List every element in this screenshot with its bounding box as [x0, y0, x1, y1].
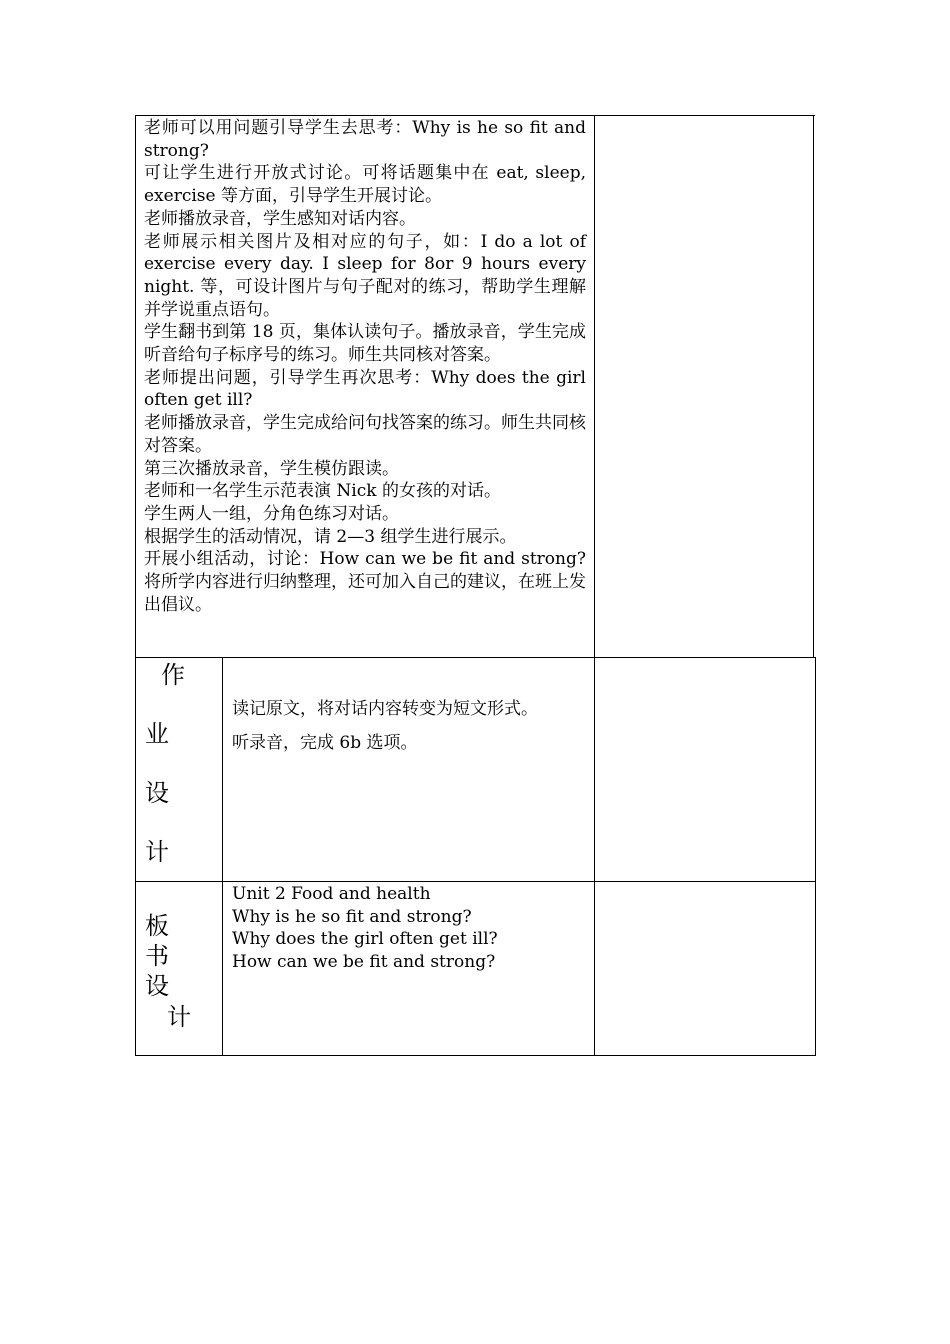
homework-label-char: 业	[145, 720, 169, 748]
procedure-line: 可让学生进行开放式讨论。可将话题集中在 eat, sleep, exercise 等方面，引导学生开展讨论。	[144, 163, 586, 207]
board-cell	[232, 883, 587, 973]
procedure-line: 老师和一名学生示范表演 Nick 的女孩的对话。	[144, 481, 501, 502]
board-line: Unit 2 Food and health	[232, 884, 431, 904]
procedure-line: 学生两人一组，分角色练习对话。	[144, 503, 399, 524]
content-column-divider	[594, 115, 595, 1056]
procedure-line: 开展小组活动，讨论：How can we be fit and strong? 将所学内容进行归纳整理，还可加入自己的建议，在班上发出倡议。	[144, 549, 586, 615]
row-divider-homework	[135, 657, 816, 658]
procedure-line: 老师可以用问题引导学生去思考：Why is he so fit and strong?	[144, 118, 586, 161]
procedure-line: 老师播放录音，学生完成给问句找答案的练习。师生共同核对答案。	[144, 413, 586, 456]
board-label-char: 计	[167, 1003, 191, 1031]
label-column-divider	[222, 657, 223, 1056]
procedure-line: 老师展示相关图片及相对应的句子，如：I do a lot of exercise every day. I sleep for 8or 9 hours every night. 等，可设计图片与句子配对的练习，帮助学生理解并学说重点语句。	[144, 231, 586, 320]
board-label-char: 书	[145, 942, 169, 970]
homework-line: 读记原文，将对话内容转变为短文形式。	[232, 699, 538, 719]
homework-label-char: 作	[161, 661, 185, 689]
homework-label-char: 设	[145, 779, 169, 807]
procedure-line: 根据学生的活动情况，请 2—3 组学生进行展示。	[144, 526, 517, 547]
homework-line: 听录音，完成 6b 选项。	[232, 733, 418, 753]
homework-label-char: 计	[145, 838, 169, 866]
procedure-line: 老师播放录音，学生感知对话内容。	[144, 208, 416, 229]
board-line: How can we be fit and strong?	[232, 951, 496, 972]
homework-cell	[232, 692, 587, 760]
board-label-char: 板	[145, 912, 169, 940]
procedure-line: 老师提出问题，引导学生再次思考：Why does the girl often get ill?	[144, 367, 586, 411]
table-right-border-bottom	[815, 657, 816, 1056]
board-label-char: 设	[145, 972, 169, 1000]
table-bottom-border	[135, 1055, 816, 1056]
procedure-cell	[144, 117, 586, 616]
table-left-border	[135, 115, 136, 1056]
table-right-border-top	[813, 115, 814, 658]
table-top-border	[135, 115, 815, 116]
row-divider-board	[135, 881, 816, 882]
procedure-line: 学生翻书到第 18 页，集体认读句子。播放录音，学生完成听音给句子标序号的练习。师生共同核对答案。	[144, 322, 586, 366]
board-line: Why is he so fit and strong?	[232, 906, 472, 927]
procedure-line: 第三次播放录音，学生模仿跟读。	[144, 458, 399, 479]
board-line: Why does the girl often get ill?	[232, 929, 498, 949]
